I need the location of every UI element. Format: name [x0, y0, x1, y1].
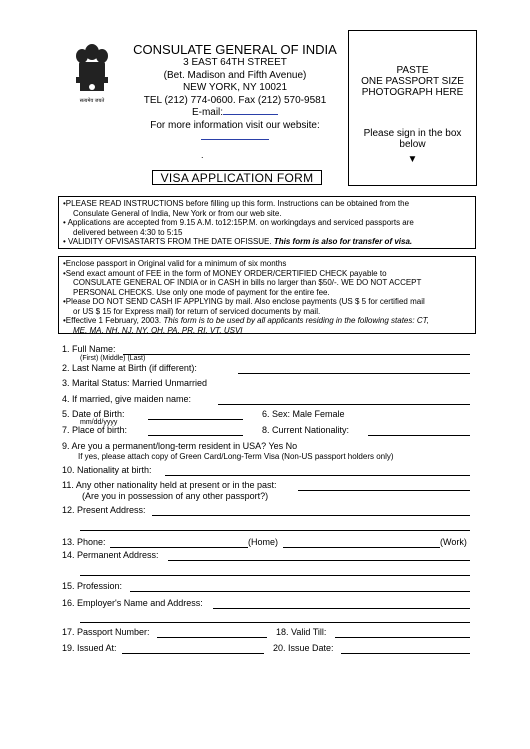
instruction-3 [63, 237, 471, 247]
arrow-down-icon: ▼ [407, 154, 418, 165]
instructions-box [58, 196, 476, 249]
note-3-cont: or US $ 15 for Express mail) for return of serviced documents by mail. [73, 306, 321, 316]
note-4 [63, 316, 471, 326]
nationality-birth-field[interactable] [165, 475, 470, 476]
states-list: ME, MA, NH, NJ, NY, OH, PA, PR, RI, VT, USVI [73, 325, 243, 335]
dob-label: 5. Date of Birth: [62, 409, 125, 419]
employer-label: 16. Employer's Name and Address: [62, 598, 203, 608]
place-of-birth-label: 7. Place of birth: [62, 425, 128, 435]
last-name-birth-label: 2. Last Name at Birth (if different): [62, 363, 197, 373]
maiden-name-field[interactable] [218, 404, 470, 405]
note-2: •Send exact amount of FEE in the form of MONEY ORDER/CERTIFIED CHECK payable to [63, 268, 387, 278]
full-name-label: 1. Full Name: [62, 344, 116, 354]
present-address-field-1[interactable] [152, 515, 470, 516]
national-emblem-logo [68, 40, 116, 106]
passport-number-label: 17. Passport Number: [62, 627, 150, 637]
dob-format-hint: mm/dd/yyyy [80, 419, 118, 426]
note-3: •Please DO NOT SEND CASH IF APPLYING by mail. Also enclose payments (US $ 5 for certified mail [63, 297, 425, 306]
email-link[interactable] [223, 114, 278, 115]
maiden-name-label: 4. If married, give maiden name: [62, 394, 192, 404]
last-name-birth-field[interactable] [238, 373, 470, 374]
permanent-address-label: 14. Permanent Address: [62, 550, 159, 560]
current-nationality-label: 8. Current Nationality: [262, 425, 350, 435]
photo-paste-label: PASTE [396, 65, 429, 76]
note-2-cont-a: CONSULATE GENERAL OF INDIA or in CASH in bills no larger than $50/-. WE DO NOT ACCEPT [73, 278, 422, 287]
place-of-birth-field[interactable] [148, 435, 243, 436]
effective-date: •Effective 1 February, 2003. [63, 316, 162, 325]
current-nationality-field[interactable] [368, 435, 470, 436]
dob-field[interactable] [148, 419, 243, 420]
other-nationality-label: 11. Any other nationality held at present or in the past: [62, 480, 277, 490]
website-link[interactable] [201, 133, 269, 140]
issue-date-label: 20. Issue Date: [273, 643, 334, 653]
phone-fax-line: TEL (212) 774-0600. Fax (212) 570-9581 [143, 94, 327, 106]
photo-here-label: PHOTOGRAPH HERE [361, 87, 464, 98]
other-passport-question: (Are you in possession of any other passport?) [82, 491, 269, 501]
valid-till-field[interactable] [335, 637, 470, 638]
employer-field-1[interactable] [213, 608, 470, 609]
instruction-2: • Applications are accepted from 9.15 A.M. to12:15P.M. on workingdays and serviced passports are [63, 218, 414, 227]
photo-box[interactable] [348, 30, 477, 186]
address-line-2: (Bet. Madison and Fifth Avenue) [163, 69, 307, 81]
note-2-cont-b: PERSONAL CHECKS. Use only one mode of payment for the entire fee. [73, 287, 330, 297]
email-label: E-mail: [191, 107, 224, 118]
issue-date-field[interactable] [341, 653, 470, 654]
address-line-1: 3 EAST 64TH STREET [183, 57, 287, 68]
website-label: For more information visit our website: [150, 119, 320, 131]
valid-till-label: 18. Valid Till: [276, 627, 327, 637]
sign-instruction: Please sign in the box [363, 128, 462, 139]
consulate-title: CONSULATE GENERAL OF INDIA [133, 42, 337, 57]
permanent-address-field-1[interactable] [168, 560, 470, 561]
phone-work-label: (Work) [440, 537, 467, 547]
green-card-note: If yes, please attach copy of Green Card/Long-Term Visa (Non-US passport holders only) [78, 452, 394, 461]
phone-work-field[interactable] [283, 547, 440, 548]
sex-label: 6. Sex: Male Female [262, 409, 345, 419]
validity-text: • VALIDITY OFVISASTARTS FROM THE DATE OFISSUE. [63, 237, 272, 246]
emblem-motto: सत्यमेव जयते [79, 98, 105, 104]
present-address-label: 12. Present Address: [62, 505, 146, 515]
email-line [130, 107, 340, 120]
permanent-address-field-2[interactable] [80, 575, 470, 576]
phone-home-field[interactable] [110, 547, 248, 548]
phone-label: 13. Phone: [62, 537, 106, 547]
phone-home-label: (Home) [248, 537, 279, 547]
instruction-1: •PLEASE READ INSTRUCTIONS before filling up this form. Instructions can be obtained from the [63, 199, 410, 208]
address-line-3: NEW YORK, NY 10021 [182, 82, 288, 93]
marital-status-label: 3. Marital Status: Married Unmarried [62, 378, 208, 388]
other-nationality-field[interactable] [298, 490, 470, 491]
profession-field[interactable] [130, 591, 470, 592]
passport-number-field[interactable] [157, 637, 267, 638]
nationality-birth-label: 10. Nationality at birth: [62, 465, 152, 475]
website-line [130, 132, 340, 145]
consulate-header [130, 42, 340, 145]
sign-below: below [399, 139, 426, 150]
form-title: VISA APPLICATION FORM [152, 170, 322, 185]
note-1: •Enclose passport in Original valid for a minimum of six months [63, 259, 287, 268]
resident-question: 9. Are you a permanent/long-term resident in USA? Yes No [62, 441, 298, 451]
issued-at-label: 19. Issued At: [62, 643, 117, 653]
employer-field-2[interactable] [80, 622, 470, 623]
instruction-1-cont: Consulate General of India, New York or from our web site. [73, 208, 282, 218]
present-address-field-2[interactable] [80, 530, 470, 531]
full-name-field[interactable] [123, 354, 470, 355]
stray-dot: . [201, 150, 204, 160]
name-parts-hint: (First) (Middle) (Last) [80, 355, 146, 362]
transfer-note: This form is also for transfer of visa. [273, 237, 413, 246]
notes-box [58, 256, 476, 334]
states-note: This form is to be used by all applicants residing in the following states: CT, [163, 316, 429, 325]
instruction-2-cont: delivered between 4:30 to 5:15 [73, 227, 183, 237]
profession-label: 15. Profession: [62, 581, 123, 591]
issued-at-field[interactable] [122, 653, 264, 654]
photo-size-label: ONE PASSPORT SIZE [361, 76, 464, 87]
